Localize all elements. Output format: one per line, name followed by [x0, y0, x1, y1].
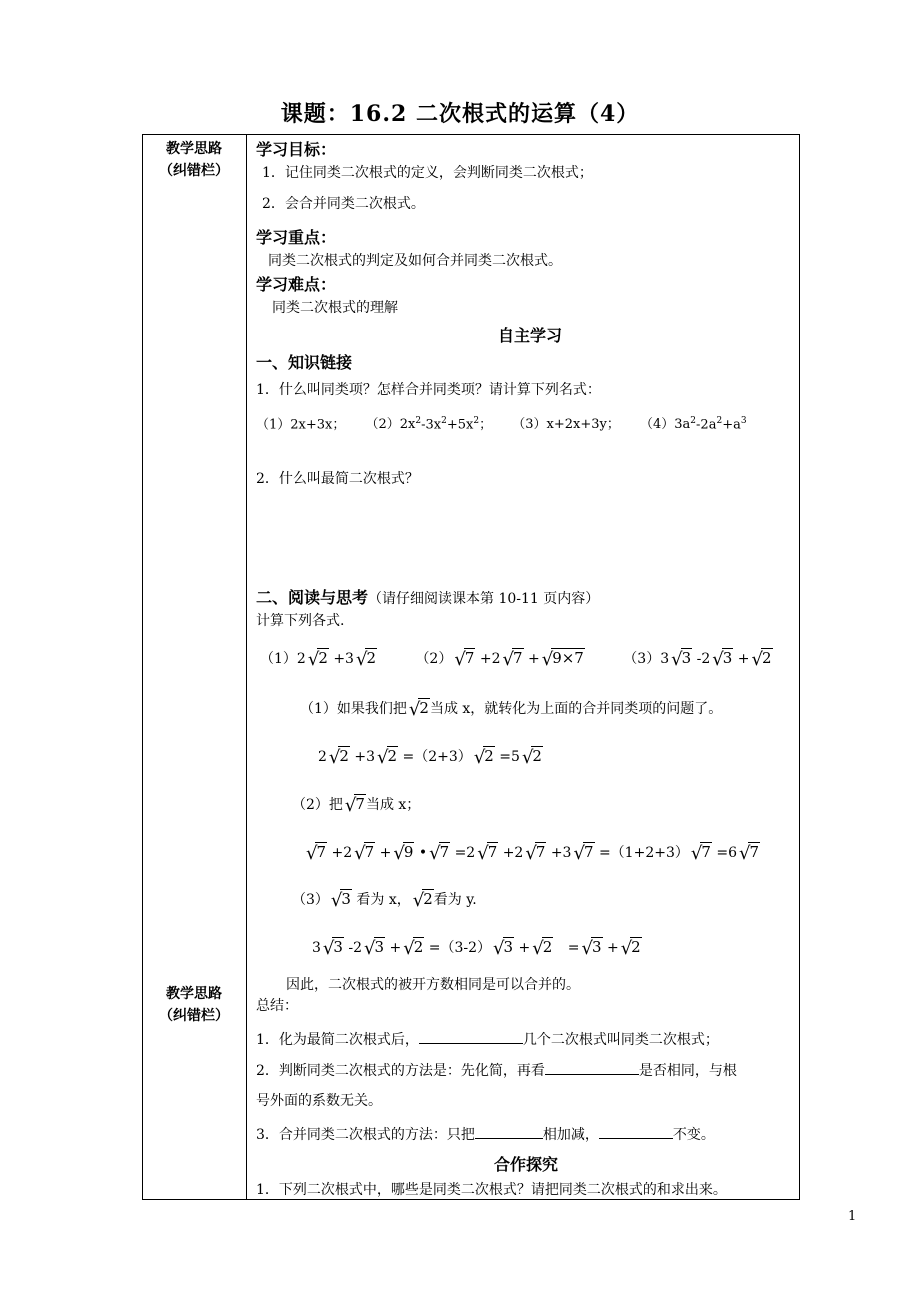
step3-equation: 3 √3 -2 √3 + √2 =（3-2） √3 + √2 = √3 + √2 [312, 938, 641, 959]
fill-blank[interactable] [419, 1029, 523, 1044]
section1-expressions: （1）2x+3x； $(2)2x^2-3x^2+5x^2$； （3）x+2x+3y； $(4)3a^2-2a^2+a^3$ [256, 416, 747, 433]
difficulties-text: 同类二次根式的理解 [272, 300, 398, 316]
side-column-label-repeat [142, 983, 246, 1027]
side-column-label [142, 138, 246, 182]
fill-blank[interactable] [475, 1124, 543, 1139]
step2-text: （2）把 √7当成 x； [292, 795, 421, 816]
section1-question-1: 1．什么叫同类项？怎样合并同类项？请计算下列名式： [256, 382, 601, 398]
self-study-heading: 自主学习 [498, 326, 563, 345]
step3-text: （3） √3 看为 x， √2看为 y. [292, 890, 477, 911]
side-label-note: （纠错栏） [159, 1008, 229, 1024]
summary-line-2-cont: 号外面的系数无关。 [256, 1093, 382, 1109]
section2-problems: （1）2 √2 +3 √2 （2） √7 +2 √7 + √9×7 （3）3 √3 -2 √3 + √2 [260, 649, 772, 670]
summary-line-1: 1．化为最简二次根式后， 几个二次根式叫同类二次根式； [256, 1029, 719, 1050]
cooperation-heading: 合作探究 [494, 1155, 559, 1174]
conclusion-text: 因此，二次根式的被开方数相同是可以合并的。 [286, 977, 580, 993]
side-label-title: 教学思路 [166, 986, 222, 1002]
key-points-heading: 学习重点： [256, 228, 337, 247]
summary-heading: 总结： [256, 998, 298, 1014]
goal-item: 2．会合并同类二次根式。 [262, 196, 425, 212]
difficulties-heading: 学习难点： [256, 275, 337, 294]
side-label-title: 教学思路 [166, 141, 222, 157]
summary-line-2: 2．判断同类二次根式的方法是：先化简，再看 是否相同，与根 [256, 1060, 737, 1081]
goal-item: 1．记住同类二次根式的定义，会判断同类二次根式； [262, 165, 593, 181]
key-points-text: 同类二次根式的判定及如何合并同类二次根式。 [268, 253, 562, 269]
section1-heading: 一、知识链接 [256, 353, 353, 372]
step1-text: （1）如果我们把 √2当成 x，就转化为上面的合并同类项的问题了。 [300, 699, 723, 720]
fill-blank[interactable] [599, 1124, 673, 1139]
section1-question-2: 2．什么叫最简二次根式？ [256, 471, 419, 487]
step2-equation: √7 +2 √7 + √9 • √7 =2 √7 +2 √7 +3 √7 =（1+2+3） √7 =6 √7 [306, 843, 760, 864]
fill-blank[interactable] [545, 1060, 639, 1075]
section2-instruction: 计算下列各式. [256, 613, 345, 629]
side-label-note: （纠错栏） [159, 163, 229, 179]
goals-heading: 学习目标： [256, 140, 337, 159]
step1-equation: 2 √2 +3 √2 =（2+3） √2 =5 √2 [318, 747, 542, 768]
summary-line-3: 3．合并同类二次根式的方法：只把 相加减， 不变。 [256, 1124, 715, 1145]
column-divider [246, 134, 247, 1200]
section2-heading-line: 二、阅读与思考（请仔细阅读课本第 10-11 页内容） [256, 588, 600, 607]
cooperation-question-1: 1．下列二次根式中，哪些是同类二次根式？请把同类二次根式的和求出来。 [256, 1182, 727, 1198]
page-number: 1 [848, 1209, 857, 1224]
page-title: 课题：16.2 二次根式的运算（4） [280, 101, 640, 127]
